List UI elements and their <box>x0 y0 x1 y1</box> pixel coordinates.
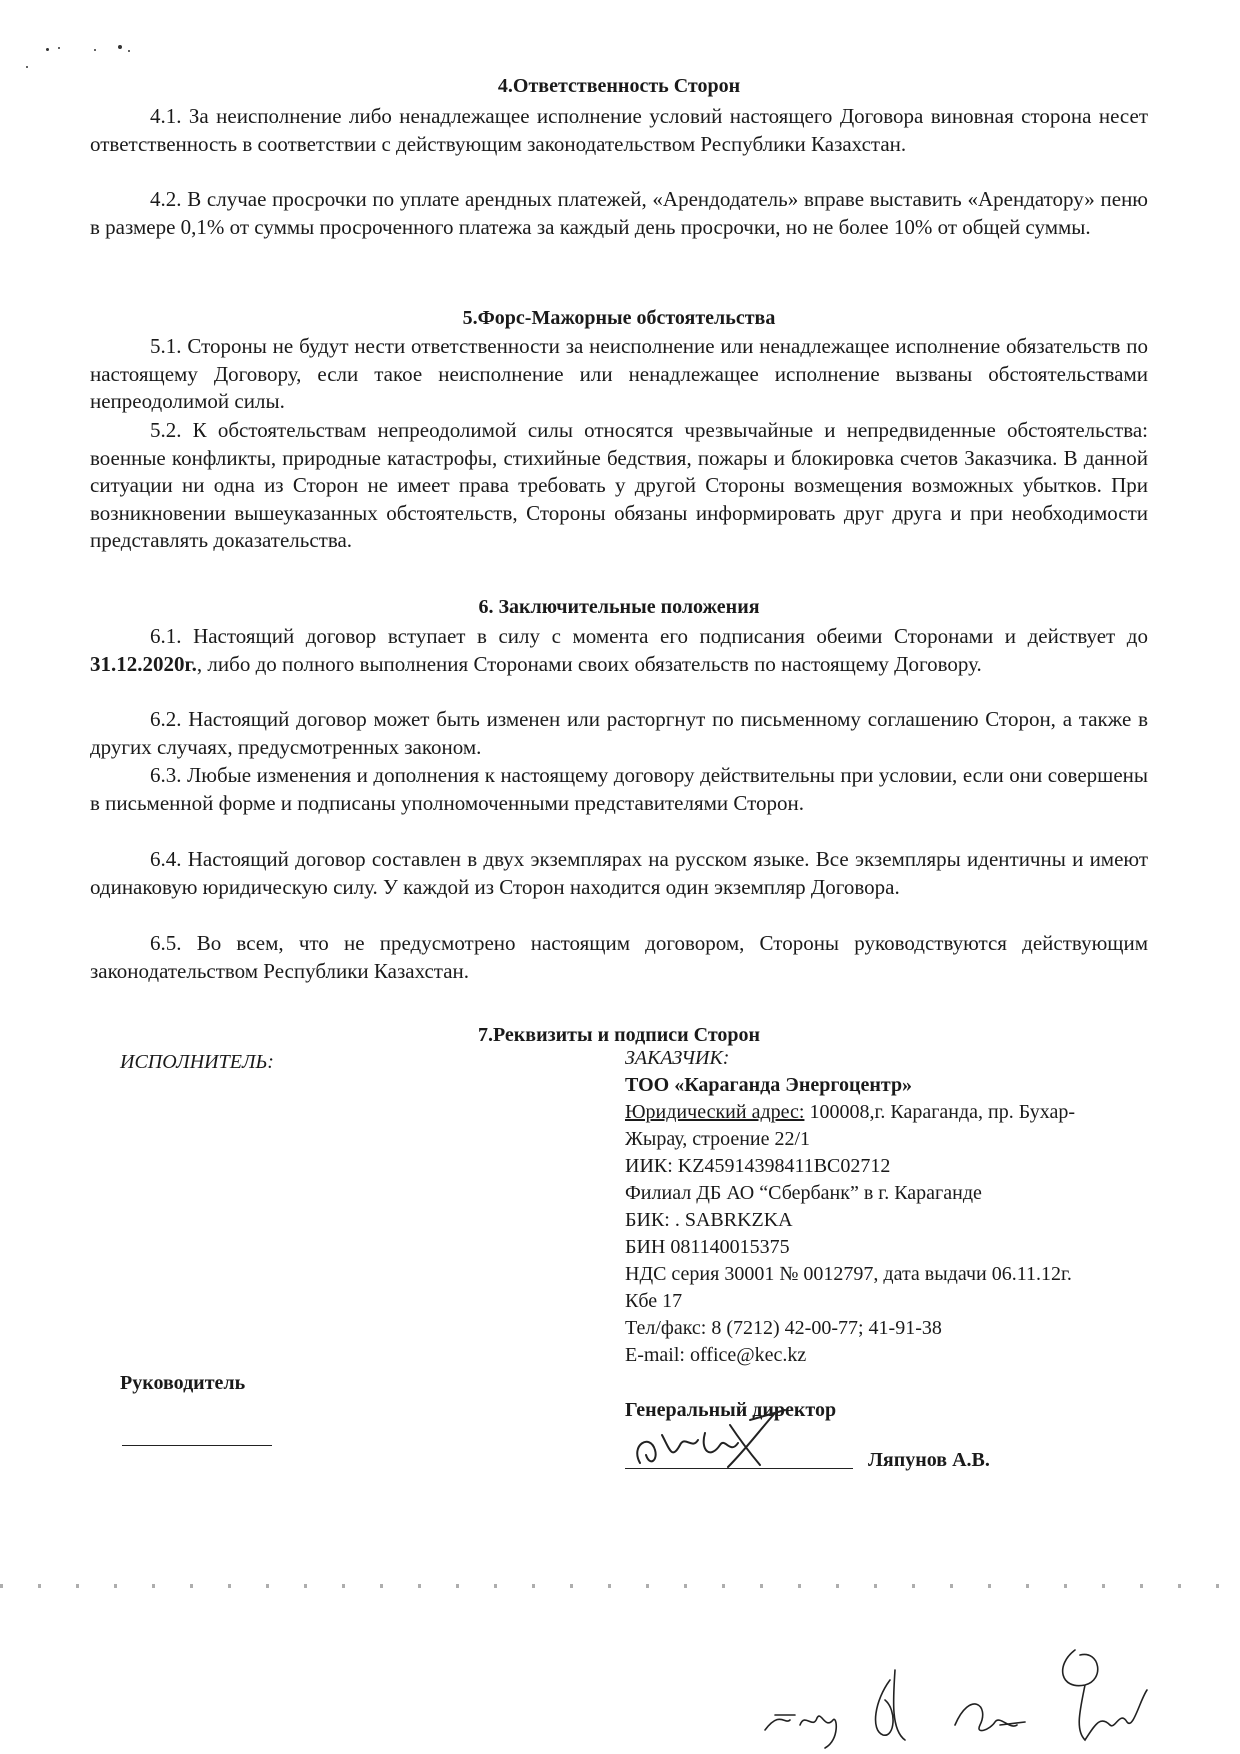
customer-kbe: Кбе 17 <box>625 1290 683 1312</box>
customer-bank: Филиал ДБ АО “Сбербанк” в г. Караганде <box>625 1182 982 1204</box>
clause-6-5: 6.5. Во всем, что не предусмотрено настоящим договором, Стороны руководствуются действующим законодательством Республики Казахстан. <box>90 931 1148 983</box>
scan-speck <box>58 47 60 49</box>
customer-role: Генеральный директор <box>625 1399 837 1421</box>
customer-address-label: Юридический адрес: <box>625 1101 805 1123</box>
scan-speck <box>128 50 130 52</box>
page-break-dotted-line <box>0 1584 1240 1588</box>
customer-iik: ИИК: KZ45914398411BC02712 <box>625 1155 891 1177</box>
clause-4-2: 4.2. В случае просрочки по уплате арендных платежей, «Арендодатель» вправе выставить «Арендатору» пеню в размере 0,1% от суммы просроченного платежа за каждый день просрочки, но не более 10% от общей суммы. <box>90 187 1148 239</box>
section-5-title: 5.Форс-Мажорные обстоятельства <box>462 307 776 329</box>
clause-6-1-end: , либо до полного выполнения Сторонами своих обязательств по настоящему Договору. <box>196 651 982 676</box>
clause-6-4: 6.4. Настоящий договор составлен в двух экземплярах на русском языке. Все экземпляры идентичны и имеют одинаковую юридическую силу. У каждой из Сторон находится один экземпляр Договора. <box>90 847 1148 899</box>
customer-signature <box>610 1405 810 1475</box>
executor-label: ИСПОЛНИТЕЛЬ: <box>120 1051 274 1073</box>
clause-4-1: 4.1. За неисполнение либо ненадлежащее исполнение условий настоящего Договора виновная сторона несет ответственность в соответствии с действующим законодательством Республики Казахстан. <box>90 104 1148 156</box>
customer-address-value: 100008,г. Караганда, пр. Бухар- <box>804 1101 1076 1123</box>
customer-requisites <box>625 1045 1155 1369</box>
initials-scribbles <box>755 1630 1195 1750</box>
section-6-title: 6. Заключительные положения <box>478 596 760 618</box>
clause-6-1-start: 6.1. Настоящий договор вступает в силу с момента его подписания обеими Сторонами и действует до <box>150 624 1148 648</box>
scan-speck <box>26 66 28 68</box>
scan-speck <box>46 48 49 51</box>
scan-speck <box>118 45 122 49</box>
executor-signature-line <box>122 1445 272 1446</box>
customer-name: ТОО «Караганда Энергоцентр» <box>625 1074 913 1096</box>
clause-6-2: 6.2. Настоящий договор может быть изменен или расторгнут по письменному соглашению Сторон, а также в других случаях, предусмотренных законом. <box>90 707 1148 759</box>
customer-bik: БИК: . SABRKZKA <box>625 1209 793 1231</box>
section-4-title: 4.Ответственность Сторон <box>497 75 741 97</box>
clause-5-1: 5.1. Стороны не будут нести ответственности за неисполнение или ненадлежащее исполнение обязательств по настоящему Договору, если такое неисполнение или ненадлежащее исполнение вызваны обстоятельствами непреодолимой силы. <box>90 334 1148 413</box>
scan-speck <box>94 49 96 51</box>
section-7-title: 7.Реквизиты и подписи Сторон <box>477 1024 761 1046</box>
customer-bin: БИН 081140015375 <box>625 1236 790 1258</box>
clause-6-1-date: 31.12.2020г. <box>90 651 197 676</box>
executor-role: Руководитель <box>120 1372 246 1394</box>
clause-5-2: 5.2. К обстоятельствам непреодолимой силы относятся чрезвычайные и непредвиденные обстоятельства: военные конфликты, природные катастрофы, стихийные бедствия, пожары и блокировка счетов Заказчика. В данной ситуации ни одна из Сторон не имеет права требовать у другой Стороны возмещения возможных убытков. При возникновении вышеуказанных обстоятельств, Стороны обязаны информировать друг друга и при необходимости представлять доказательства. <box>90 418 1148 552</box>
customer-address-line-2: Жырау, строение 22/1 <box>625 1128 811 1150</box>
clause-6-3: 6.3. Любые изменения и дополнения к настоящему договору действительны при условии, если они совершены в письменной форме и подписаны уполномоченными представителями Сторон. <box>90 763 1148 815</box>
customer-vat: НДС серия 30001 № 0012797, дата выдачи 06.11.12г. <box>625 1263 1072 1285</box>
customer-phone: Тел/факс: 8 (7212) 42-00-77; 41-91-38 <box>625 1317 942 1339</box>
customer-signer-name: Ляпунов А.В. <box>868 1449 990 1471</box>
customer-label: ЗАКАЗЧИК: <box>625 1047 730 1069</box>
customer-address-line-1 <box>625 1099 1155 1126</box>
customer-email: E-mail: office@kec.kz <box>625 1344 807 1366</box>
clause-6-1 <box>90 623 1148 678</box>
